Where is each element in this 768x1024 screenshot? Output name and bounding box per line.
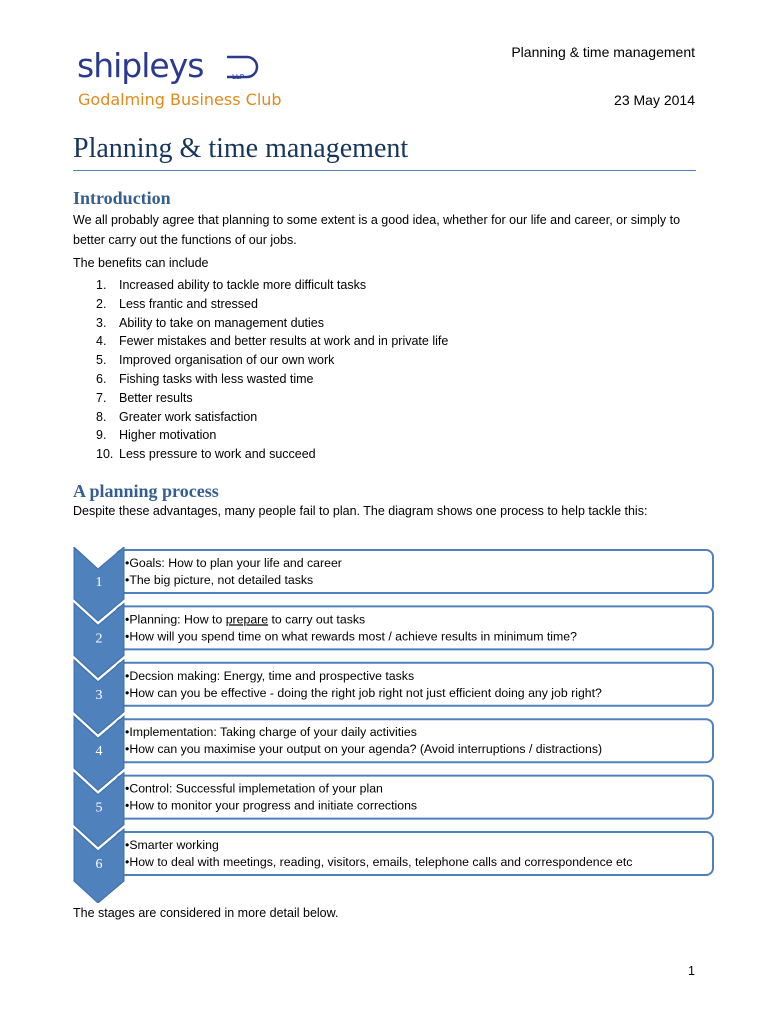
company-logo bbox=[77, 46, 282, 110]
stage-bullet: •How to monitor your progress and initiate corrections bbox=[125, 798, 418, 813]
stage-bullet: •Smarter working bbox=[125, 838, 219, 852]
stage-bullet: •How to deal with meetings, reading, visitors, emails, telephone calls and correspondence etc bbox=[125, 855, 633, 869]
benefit-text: Better results bbox=[119, 390, 193, 405]
logo-llp-text: LLP bbox=[232, 73, 245, 81]
intro-paragraph: We all probably agree that planning to some extent is a good idea, whether for our life and career, or simply to better carry out the functions of our jobs. bbox=[73, 213, 681, 247]
benefit-item bbox=[96, 445, 448, 464]
benefit-item bbox=[96, 370, 448, 389]
stage-number: 3 bbox=[95, 687, 103, 703]
stage-bullet: •Control: Successful implemetation of your plan bbox=[125, 781, 383, 796]
process-stage bbox=[74, 829, 713, 903]
stage-number: 1 bbox=[95, 575, 103, 590]
benefit-number: 5. bbox=[96, 353, 107, 368]
benefit-number: 10. bbox=[96, 447, 114, 462]
benefit-number: 3. bbox=[96, 315, 107, 330]
benefit-text: Greater work satisfaction bbox=[119, 409, 258, 424]
benefit-text: Higher motivation bbox=[119, 428, 217, 443]
stage-bullet: •How will you spend time on what rewards most / achieve results in minimum time? bbox=[125, 629, 577, 644]
benefit-item bbox=[96, 389, 448, 408]
intro-heading: Introduction bbox=[73, 188, 171, 208]
process-heading: A planning process bbox=[73, 481, 219, 501]
benefit-item bbox=[96, 295, 448, 314]
benefits-list bbox=[96, 276, 448, 464]
stage-bullet: •How can you maximise your output on your agenda? (Avoid interruptions / distractions) bbox=[125, 742, 603, 757]
title-rule bbox=[73, 170, 696, 171]
benefit-text: Ability to take on management duties bbox=[119, 315, 324, 330]
planning-process-diagram bbox=[72, 547, 718, 903]
benefit-number: 4. bbox=[96, 334, 107, 349]
stage-bullet: •Goals: How to plan your life and career bbox=[125, 556, 342, 570]
benefit-item bbox=[96, 276, 448, 295]
header-date: 23 May 2014 bbox=[614, 92, 695, 108]
benefit-text: Less frantic and stressed bbox=[119, 296, 258, 311]
benefit-text: Fishing tasks with less wasted time bbox=[119, 371, 314, 386]
stage-bullet: •The big picture, not detailed tasks bbox=[125, 573, 314, 587]
stage-number: 2 bbox=[95, 631, 103, 647]
benefit-text: Improved organisation of our own work bbox=[119, 353, 335, 368]
benefit-number: 9. bbox=[96, 428, 107, 443]
benefit-number: 6. bbox=[96, 371, 107, 386]
process-intro: Despite these advantages, many people fail to plan. The diagram shows one process to help tackle this: bbox=[73, 504, 648, 518]
benefit-number: 1. bbox=[96, 278, 107, 292]
benefit-text: Increased ability to tackle more difficult tasks bbox=[119, 278, 367, 292]
benefit-item bbox=[96, 314, 448, 333]
benefit-item bbox=[96, 351, 448, 370]
logo-subtitle: Godalming Business Club bbox=[78, 90, 282, 109]
header-doc-title: Planning & time management bbox=[511, 44, 695, 60]
stage-number: 5 bbox=[95, 800, 103, 816]
stage-bullet: •How can you be effective - doing the right job right not just efficient doing any job right? bbox=[125, 685, 602, 700]
benefit-item bbox=[96, 408, 448, 427]
footer-note: The stages are considered in more detail below. bbox=[73, 906, 339, 920]
logo-wordmark: shipleys bbox=[77, 46, 204, 85]
benefit-number: 2. bbox=[96, 296, 107, 311]
page-title: Planning & time management bbox=[73, 133, 409, 164]
benefits-intro: The benefits can include bbox=[73, 256, 209, 270]
stage-number: 4 bbox=[95, 744, 103, 760]
stage-bullet: •Planning: How to prepare to carry out tasks bbox=[125, 612, 366, 627]
stage-number: 6 bbox=[95, 857, 103, 872]
benefit-number: 7. bbox=[96, 390, 107, 405]
stage-bullet: •Decsion making: Energy, time and prospective tasks bbox=[125, 668, 415, 683]
stage-bullet: •Implementation: Taking charge of your daily activities bbox=[125, 725, 417, 740]
benefit-item bbox=[96, 332, 448, 351]
page-number: 1 bbox=[688, 964, 695, 978]
benefit-text: Fewer mistakes and better results at work and in private life bbox=[119, 334, 449, 349]
benefit-text: Less pressure to work and succeed bbox=[119, 447, 316, 462]
benefit-number: 8. bbox=[96, 409, 107, 424]
benefit-item bbox=[96, 426, 448, 445]
